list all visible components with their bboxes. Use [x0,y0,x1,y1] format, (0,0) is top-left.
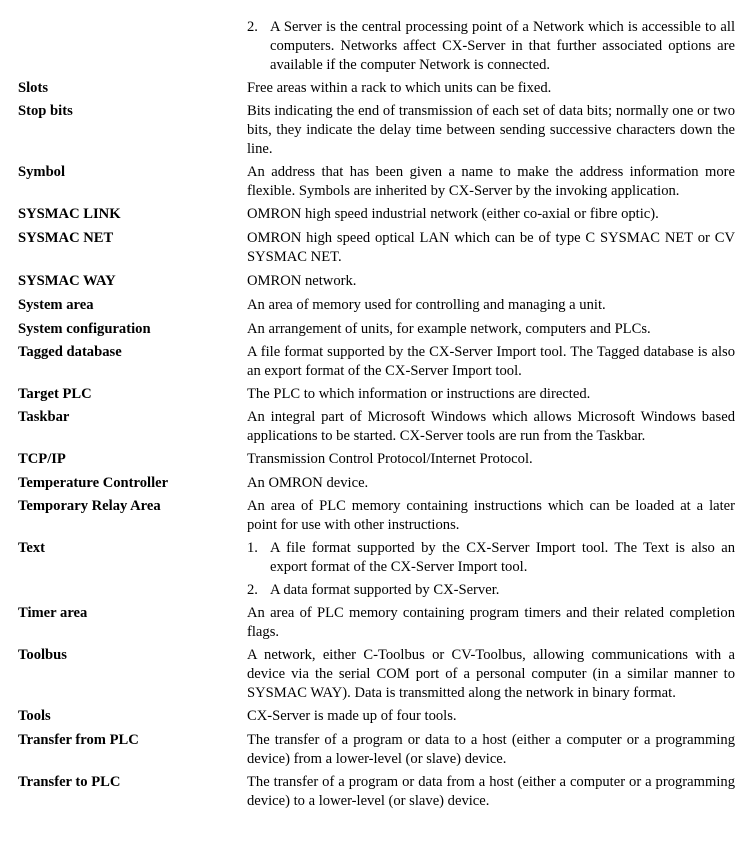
glossary-term: Timer area [18,605,88,621]
glossary-entry [0,163,752,201]
item-number: 1. [247,540,258,556]
glossary-term: Stop bits [18,103,73,119]
glossary-entry [0,320,752,339]
glossary-term: Text [18,540,46,556]
glossary-definition: The transfer of a program or data to a host (either a computer or a programming device) from a lower-level (or slave) device. [247,732,735,767]
glossary-entry [0,408,752,446]
glossary-term: Temporary Relay Area [18,498,161,514]
glossary-term: Tools [18,708,51,724]
glossary-entry [0,205,752,224]
glossary-definition: An area of memory used for controlling and managing a unit. [247,297,606,313]
glossary-term: TCP/IP [18,451,66,467]
glossary-entry [0,385,752,404]
glossary-entry [0,539,752,600]
glossary-term: Toolbus [18,647,67,663]
glossary-term: System configuration [18,321,151,337]
glossary-term: Temperature Controller [18,475,169,491]
glossary-term: Target PLC [18,386,92,402]
glossary-term: SYSMAC NET [18,230,114,246]
glossary-definition: An arrangement of units, for example network, computers and PLCs. [247,321,651,337]
glossary-definition: An area of PLC memory containing instructions which can be loaded at a later point for use with other instructions. [247,498,735,533]
item-number: 2. [247,582,258,598]
glossary-definition: CX-Server is made up of four tools. [247,708,457,724]
glossary-entry [0,773,752,811]
item-text: A file format supported by the CX-Server Import tool. The Text is also an export format of the CX-Server Import tool. [270,540,735,575]
glossary-definition: OMRON high speed optical LAN which can be of type C SYSMAC NET or CV SYSMAC NET. [247,230,735,265]
glossary-term: Tagged database [18,344,122,360]
glossary-entry [0,474,752,493]
glossary-term: Symbol [18,164,66,180]
numbered-item [247,539,735,577]
glossary-definition: The transfer of a program or data from a host (either a computer or a programming device) to a lower-level (or slave) device. [247,774,735,809]
glossary-term: Transfer from PLC [18,732,139,748]
glossary-entry [0,272,752,291]
glossary-definition: The PLC to which information or instructions are directed. [247,386,591,402]
glossary-definition: Transmission Control Protocol/Internet Protocol. [247,451,533,467]
glossary-definition: OMRON network. [247,273,357,289]
glossary-entry [0,102,752,159]
item-number: 2. [247,19,258,35]
glossary-term: SYSMAC LINK [18,206,121,222]
glossary-entry [0,343,752,381]
glossary-entry [0,707,752,726]
glossary-entry [0,731,752,769]
glossary-entry [0,79,752,98]
glossary-term: Slots [18,80,49,96]
glossary-definition: An address that has been given a name to make the address information more flexible. Symbols are inherited by CX-Server by the invoking application. [247,164,735,199]
glossary-term: Taskbar [18,409,70,425]
glossary-definition: An OMRON device. [247,475,369,491]
glossary-term: SYSMAC WAY [18,273,116,289]
glossary-list [0,18,752,811]
item-text: A data format supported by CX-Server. [270,582,500,598]
glossary-entry [0,229,752,267]
glossary-definition: A network, either C-Toolbus or CV-Toolbus, allowing communications with a device via the serial COM port of a personal computer (in a similar manner to SYSMAC WAY). Data is transmitted along the network in binary format. [247,647,735,701]
item-text: A Server is the central processing point of a Network which is accessible to all computers. Networks affect CX-Server in that further associated options are available if the computer Network is connected. [270,19,735,73]
glossary-term: Transfer to PLC [18,774,121,790]
glossary-definition: A file format supported by the CX-Server Import tool. The Tagged database is also an export format of the CX-Server Import tool. [247,344,735,379]
glossary-definition [247,18,735,75]
glossary-entry [0,450,752,469]
numbered-item [247,581,735,600]
glossary-entry [0,604,752,642]
glossary-definition: Free areas within a rack to which units can be fixed. [247,80,552,96]
glossary-entry [0,296,752,315]
glossary-definition: Bits indicating the end of transmission of each set of data bits; normally one or two bits, they indicate the delay time between sending successive characters down the line. [247,103,735,157]
numbered-item [247,18,735,75]
glossary-entry [0,18,752,75]
glossary-term: System area [18,297,94,313]
glossary-entry [0,497,752,535]
glossary-definition: An area of PLC memory containing program timers and their related completion flags. [247,605,735,640]
glossary-definition: An integral part of Microsoft Windows which allows Microsoft Windows based applications to be started. CX-Server tools are run from the Taskbar. [247,409,735,444]
glossary-definition: OMRON high speed industrial network (either co-axial or fibre optic). [247,206,659,222]
glossary-definition [247,539,735,600]
glossary-entry [0,646,752,703]
